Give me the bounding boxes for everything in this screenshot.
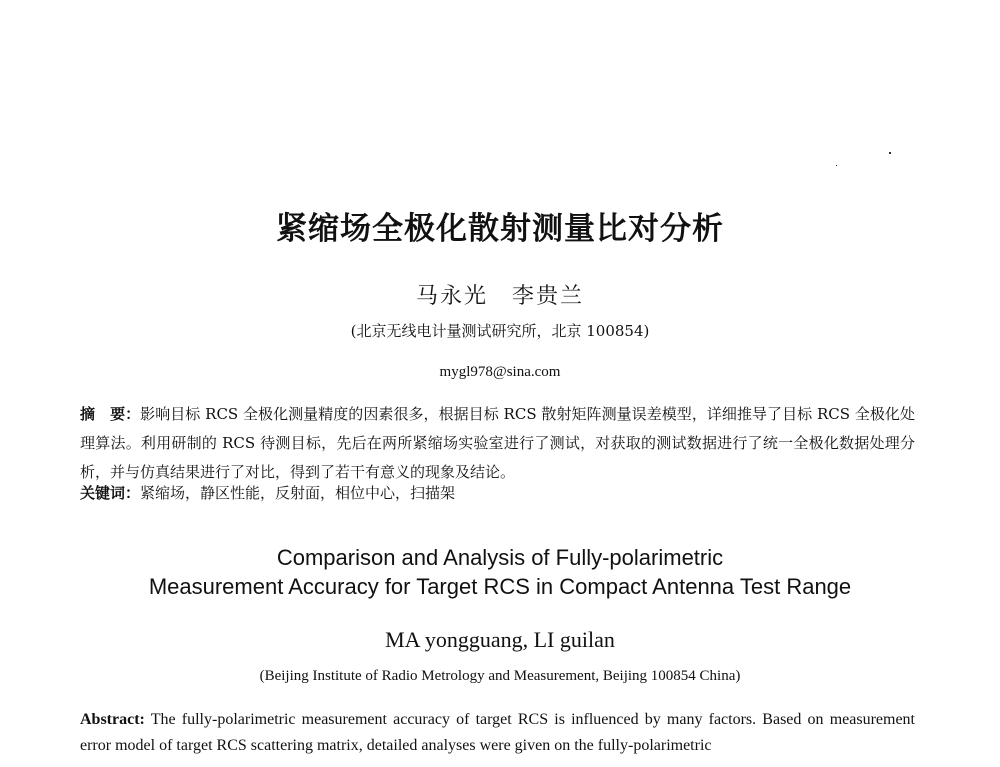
paper-title-en	[0, 543, 1000, 601]
paper-title-en-line2: Measurement Accuracy for Target RCS in Compact Antenna Test Range	[148, 574, 852, 599]
abstract-en-text: The fully-polarimetric measurement accuracy of target RCS is influenced by many factors. Based on measurement error model of target RCS scattering matrix, detailed analyses were given on the fully-polarimetric	[80, 711, 915, 754]
keywords-cn-label: 关键词：	[80, 484, 141, 502]
author-email: mygl978@sina.com	[439, 364, 561, 380]
abstract-en-label: Abstract:	[80, 711, 145, 728]
affiliation-cn: (北京无线电计量测试研究所，北京 100854)	[350, 322, 650, 340]
abstract-cn	[80, 400, 915, 487]
scan-speck	[889, 152, 891, 154]
affiliation-en: (Beijing Institute of Radio Metrology and Measurement, Beijing 100854 China)	[259, 668, 741, 684]
paper-title-cn: 紧缩场全极化散射测量比对分析	[276, 211, 724, 247]
keywords-cn-text: 紧缩场，静区性能，反射面，相位中心，扫描架	[140, 484, 456, 502]
paper-title-en-line1: Comparison and Analysis of Fully-polarimetric	[276, 545, 724, 570]
authors-cn: 马永光 李贵兰	[415, 284, 584, 309]
abstract-en	[80, 707, 915, 759]
keywords-cn	[80, 482, 915, 503]
scan-speck	[836, 165, 837, 166]
abstract-cn-text: 影响目标 RCS 全极化测量精度的因素很多，根据目标 RCS 散射矩阵测量误差模型，详细推导了目标 RCS 全极化处理算法。利用研制的 RCS 待测目标，先后在两所紧缩场实验室进行了测试，对获取的测试数据进行了统一全极化数据处理分析，并与仿真结果进行了对比，得到了若干有意义的现象及结论。	[80, 405, 915, 481]
abstract-cn-label: 摘 要：	[80, 405, 141, 423]
authors-en: MA yongguang, LI guilan	[385, 627, 615, 652]
